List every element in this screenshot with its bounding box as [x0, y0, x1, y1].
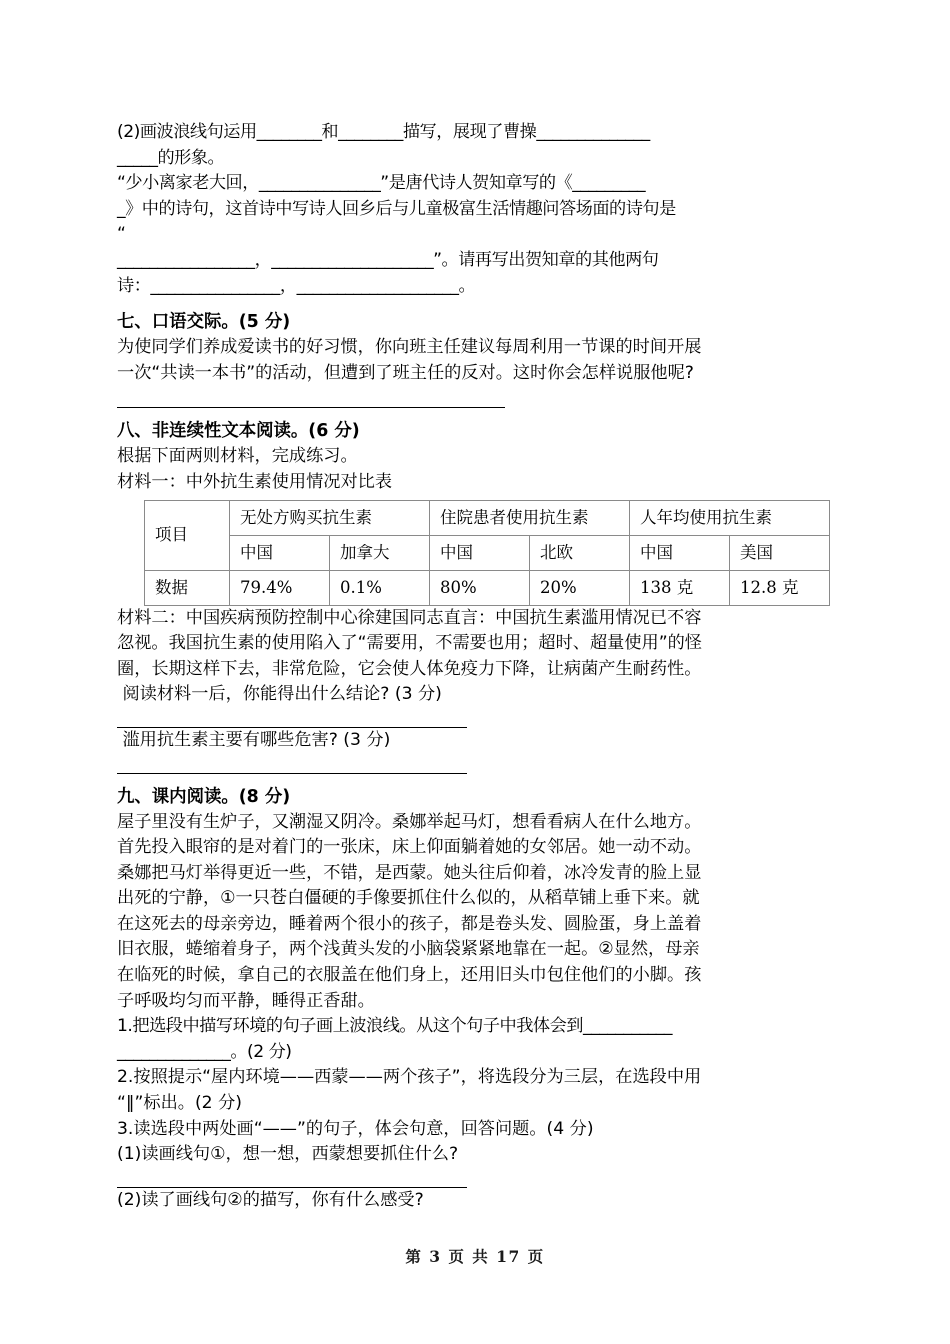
q6-poem-line5: 诗：________________，____________________。 [117, 275, 476, 296]
table-row-group-header [145, 500, 830, 535]
table-cell-value-5: 12.8 克 [730, 570, 830, 605]
antibiotics-table-wrapper [144, 500, 813, 606]
section-7-heading: 七、口语交际。(5 分) [117, 312, 291, 333]
table-row-data [145, 570, 830, 605]
passage-line-4: 出死的宁静，①一只苍白僵硬的手像要抓住什么似的，从稻草铺上垂下来。就 [117, 888, 700, 909]
section-8-intro: 根据下面两则材料，完成练习。 [117, 446, 358, 467]
section-8-question-1: 阅读材料一后，你能得出什么结论? (3 分) [117, 684, 442, 705]
section-9-q1-line1: 1.把选段中描写环境的句子画上波浪线。从这个句子中我体会到___________ [117, 1016, 672, 1037]
section-7-block [117, 299, 813, 408]
section-9-q2-line1: 2.按照提示“屋内环境——西蒙——两个孩子”，将选段分为三层，在选段中用 [117, 1067, 702, 1088]
passage-line-7: 在临死的时候，拿自己的衣服盖在他们身上，还用旧头巾包住他们的小脚。孩 [117, 965, 702, 986]
antibiotics-comparison-table [144, 500, 830, 606]
material-2-line3: 圈，长期这样下去，非常危险，它会使人体免疫力下降，让病菌产生耐药性。 [117, 658, 702, 679]
passage-line-1: 屋子里没有生炉子，又潮湿又阴冷。桑娜举起马灯，想看看病人在什么地方。 [117, 811, 702, 832]
passage-line-2: 首先投入眼帘的是对着门的一张床，床上仰面躺着她的女邻居。她一动不动。 [117, 837, 702, 858]
passage-line-3: 桑娜把马灯举得更近一些，不错，是西蒙。她头往后仰着，冰冷发青的脸上显 [117, 862, 702, 883]
table-cell-item-label: 项目 [145, 500, 230, 570]
section-8-question-2: 滥用抗生素主要有哪些危害? (3 分) [117, 729, 391, 750]
table-cell-value-0: 79.4% [230, 570, 330, 605]
table-cell-country-5: 美国 [730, 535, 830, 570]
table-cell-country-0: 中国 [230, 535, 330, 570]
table-cell-value-3: 20% [530, 570, 630, 605]
section-9-q3-sub1: (1)读画线句①，想一想，西蒙想要抓住什么? [117, 1144, 459, 1165]
table-cell-value-1: 0.1% [330, 570, 430, 605]
table-cell-value-4: 138 克 [630, 570, 730, 605]
passage-line-8: 子呼吸均匀而平静，睡得正香甜。 [117, 990, 375, 1011]
section-9-q3: 3.读选段中两处画“——”的句子，体会句意，回答问题。(4 分) [117, 1118, 594, 1139]
table-cell-group-1: 住院患者使用抗生素 [430, 500, 630, 535]
q6-poem-line1: “少小离家老大回，_______________”是唐代诗人贺知章写的《_________ [117, 173, 646, 194]
passage-line-6: 旧衣服，蜷缩着身子，两个浅黄头发的小脑袋紧紧地靠在一起。②显然，母亲 [117, 939, 700, 960]
table-cell-country-3: 北欧 [530, 535, 630, 570]
material-2-line2: 忽视。我国抗生素的使用陷入了“需要用，不需要也用；超时、超量使用”的怪 [117, 633, 702, 654]
q6-poem-line4: _________________，____________________”。请再写出贺知章的其他两句 [117, 249, 659, 270]
material-1-label: 材料一：中外抗生素使用情况对比表 [117, 471, 393, 492]
table-cell-country-2: 中国 [430, 535, 530, 570]
q6-poem-line3: “ [117, 224, 126, 245]
section-9-block [117, 774, 813, 1214]
section-9-q3-sub2: (2)读了画线句②的描写，你有什么感受? [117, 1189, 424, 1210]
page-content [117, 120, 813, 1213]
table-cell-group-0: 无处方购买抗生素 [230, 500, 430, 535]
section-7-body-line1: 为使同学们养成爱读书的好习惯，你向班主任建议每周利用一节课的时间开展 [117, 337, 702, 358]
page-footer: 第 3 页 共 17 页 [405, 1247, 545, 1266]
q6-item2-line2: _____的形象。 [117, 147, 225, 168]
table-cell-country-4: 中国 [630, 535, 730, 570]
table-row-country-header [145, 535, 830, 570]
section-7-body-line2: 一次“共读一本书”的活动，但遭到了班主任的反对。这时你会怎样说服他呢? [117, 362, 694, 383]
passage-line-5: 在这死去的母亲旁边，睡着两个很小的孩子，都是卷头发、圆脸蛋，身上盖着 [117, 913, 702, 934]
q6-item2-line1: (2)画波浪线句运用________和________描写，展现了曹操______________ [117, 122, 650, 142]
section-9-q1-line2: ______________。(2 分) [117, 1041, 292, 1062]
table-cell-country-1: 加拿大 [330, 535, 430, 570]
table-cell-group-2: 人年均使用抗生素 [630, 500, 830, 535]
table-cell-data-label: 数据 [145, 570, 230, 605]
section-8-block [117, 408, 813, 773]
section-8-heading: 八、非连续性文本阅读。(6 分) [117, 421, 360, 442]
question-6-continued-block [117, 120, 813, 299]
material-2-line1: 材料二：中国疾病预防控制中心徐建国同志直言：中国抗生素滥用情况已不容 [117, 607, 702, 628]
table-cell-value-2: 80% [430, 570, 530, 605]
section-9-heading: 九、课内阅读。(8 分) [117, 786, 291, 807]
q6-poem-line2: _》中的诗句，这首诗中写诗人回乡后与儿童极富生活情趣问答场面的诗句是 [117, 198, 676, 219]
section-9-q2-line2: “‖”标出。(2 分) [117, 1093, 242, 1114]
